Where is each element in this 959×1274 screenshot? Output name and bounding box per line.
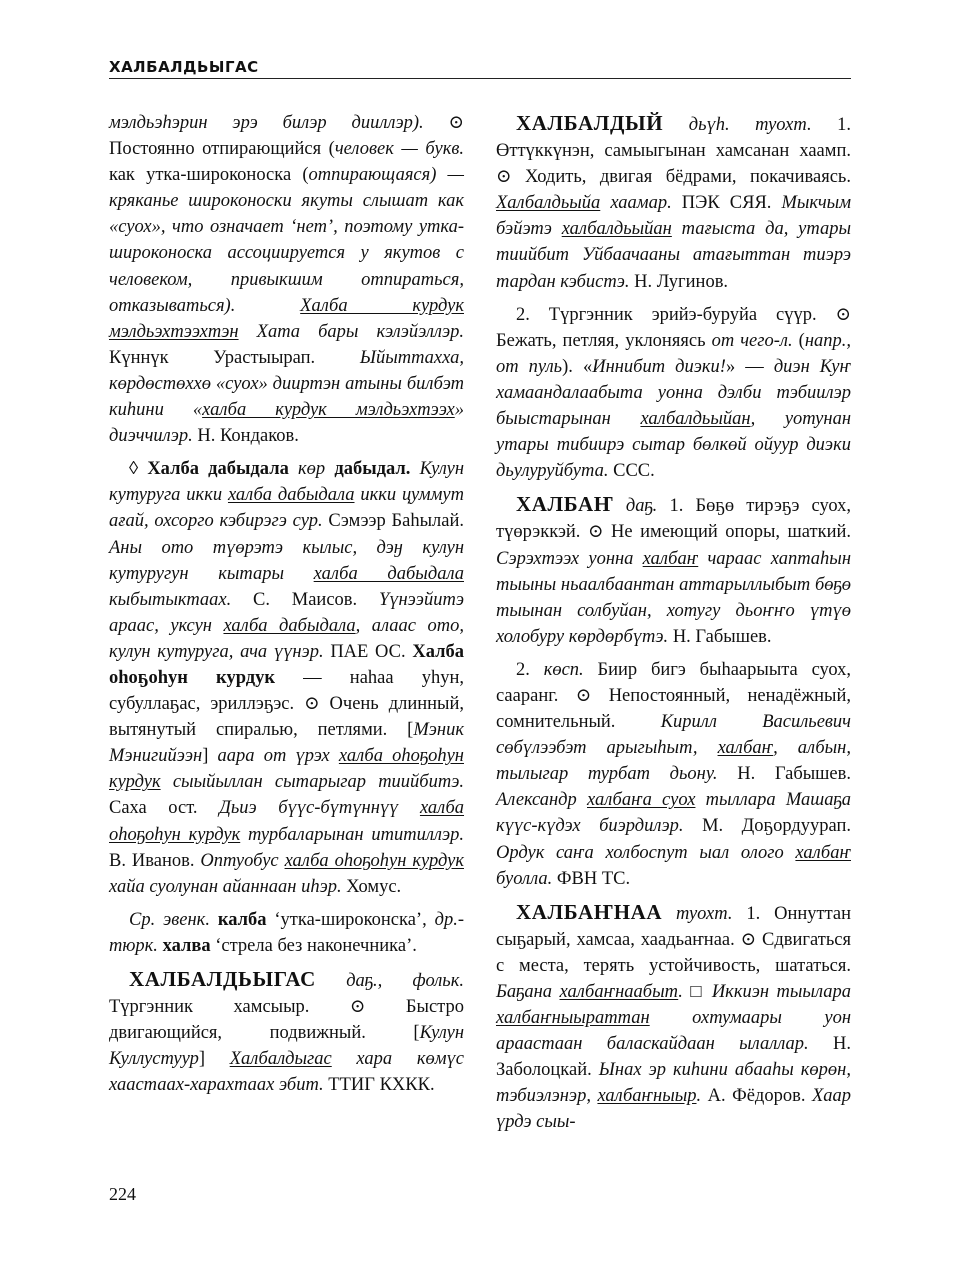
text-run: » — — [725, 356, 774, 377]
text-run: В. Иванов. — [109, 850, 201, 871]
text-run: 1. Бөҕө тирэҕэ суох, түөрэккэй. ⊙ Не имеющий опоры, шаткий. — [496, 496, 851, 543]
text-run: человек — букв. — [334, 139, 465, 160]
header-rule — [109, 78, 851, 79]
text-run: халбаҥа суох — [587, 790, 696, 811]
text-run: Иккиэн тыылара — [711, 982, 851, 1002]
text-run: хара көмүс хаастаах-харахтаах эбит. — [109, 1049, 464, 1096]
text-run: ◊ — [129, 459, 148, 480]
dictionary-paragraph — [496, 657, 851, 892]
text-run: отпирающаяся) — кряканье широконоски якуты слышат как «суох», что означает ‘нет’, поэтому утка-широконоска ассоциируется у якутов с человеком, привыкшим отпираться, отказываться). — [109, 165, 464, 316]
text-run: халба оһоҕоһун курдук — [109, 746, 464, 793]
text-run: ( — [792, 330, 805, 351]
text-run: тыллара Машаҕа күүс-күдэх биэрдилэр. — [496, 790, 851, 837]
text-run: Хаар үрдэ сыы- — [496, 1086, 851, 1133]
text-run: ССС. — [608, 461, 655, 482]
text-run: чараас хаптаһын тыыны ньаалбаантан аттарыллыбыт бөҕө тыынан солбуйан, хотугу дьоҥҥо үтүө холобуру көрдөрбүтэ. — [496, 548, 851, 647]
text-run: М. Доҕордуурап. — [683, 816, 851, 837]
right-column — [496, 110, 851, 1143]
text-run: халба курдук мэлдьэхтээх — [202, 400, 455, 421]
headword: ХАЛБАҤНАА — [516, 899, 663, 924]
text-run: как утка-широконоска ( — [109, 165, 309, 186]
text-run: халбаҥ — [717, 738, 774, 759]
text-run: Мыкчым бэйэтэ — [496, 193, 851, 240]
text-run: Н. Кондаков. — [192, 426, 299, 447]
text-run: халба оһоҕоһун курдук — [109, 798, 465, 845]
text-run: ] — [202, 746, 218, 767]
text-run: халба дабыдала — [223, 615, 356, 636]
text-run: буолла. — [496, 868, 553, 889]
text-run: Хомус. — [341, 876, 402, 897]
text-run: халва — [162, 935, 211, 956]
text-run: Оптуобус — [200, 850, 285, 871]
text-run: дьүһ. туохт. — [663, 115, 812, 135]
text-run: Күннүк Урастыырап. — [109, 347, 360, 368]
text-run: хайа суолунан айаннаан иһэр. — [109, 876, 342, 897]
text-run: халба оһоҕоһун курдук — [284, 850, 464, 871]
text-run: халбалдьыйан — [640, 409, 751, 430]
text-run: халба дабыдала — [227, 485, 355, 506]
text-run: Кулун Куллустуур — [109, 1023, 464, 1070]
text-run: ‘стрела без наконечника’. — [210, 935, 417, 956]
text-run: Н. Лугинов. — [629, 271, 729, 292]
text-run: Иннибит диэки! — [592, 356, 726, 377]
headword: ХАЛБАЛДЬЫГАС — [129, 967, 316, 991]
text-run: ПАЕ ОС. — [323, 641, 413, 662]
text-run: турбаларынан ититиллэр. — [240, 824, 464, 845]
text-run: Александр — [496, 790, 587, 811]
text-run: Халба курдук — [300, 295, 464, 316]
dictionary-paragraph — [496, 899, 851, 1136]
text-run: Халбалдьыйа — [496, 193, 601, 214]
text-run: А. Фёдоров. — [701, 1086, 812, 1107]
text-run: халбалдьыйан — [561, 219, 672, 240]
text-run: ТТИГ КХКК. — [323, 1075, 435, 1096]
text-run: Дьиэ бүүс-бүтүннүү — [219, 798, 420, 819]
text-run: 1. Оннуттан сыҕарый, хамсаа, хаадьаҥнаа. ⊙ Сдвигаться с места, терять устойчивость, шататься. — [496, 903, 852, 976]
text-run: диэн Куҥ хамаандалаабыта уонна дэлби тэбиилэр быыстарынан — [496, 356, 852, 430]
text-run: Н. Заболоцкай. — [496, 1034, 851, 1081]
text-run: Ордук саҥа холбоспут ыал олого — [496, 842, 796, 863]
text-run: халбаҥныыраттан — [496, 1008, 650, 1029]
text-run: охтумаары уон араастаан баласкайдаан ылаллар. — [496, 1008, 851, 1055]
text-run: др.-тюрк. — [109, 909, 464, 956]
text-run: Халба оһоҕоһун курдук — [109, 641, 464, 688]
text-run: Хата бары кэлэйэллэр. — [238, 321, 464, 342]
text-run: Ыйыттахха, көрдөстөххө «суох» дииртэн атыны билбэт киһини « — [109, 347, 464, 421]
text-run: Аны ото түөрэтэ кылыс, дэӈ кулун кутуругун кытары — [109, 537, 464, 584]
text-run: мэлдьэхтээхтэн — [109, 321, 239, 342]
text-run: . — [696, 1086, 702, 1107]
dictionary-paragraph — [109, 456, 464, 900]
text-run: туохт. — [662, 903, 733, 924]
dictionary-paragraph — [109, 110, 464, 449]
text-run: □ — [682, 982, 712, 1002]
text-run: Кирилл Васильевич сөбүлээбэт арыгыһыт, — [496, 712, 852, 759]
text-run: ] — [198, 1049, 230, 1070]
text-run: Баҕана — [496, 982, 560, 1002]
text-run: халбаҥ — [795, 842, 851, 863]
text-run: мэлдьэһэрин эрэ билэр дииллэр). — [109, 113, 449, 133]
text-run: сыыйыллан сытарыгар тиийбитэ. — [160, 772, 464, 793]
text-run: аара от үрэх — [217, 746, 339, 767]
text-run: кыбытыктаах. — [109, 589, 232, 610]
text-run: Сэрэхтээх уонна — [496, 548, 643, 569]
text-run: С. Маисов. — [231, 589, 379, 610]
text-run: , уотунан утары тибиирэ сытар бөлкөй ойуур диэки дьулуруйбута. — [496, 409, 851, 482]
text-run: көсп. — [543, 659, 584, 680]
dictionary-paragraph — [109, 907, 464, 959]
dictionary-paragraph — [496, 491, 851, 650]
text-run: ). « — [562, 356, 593, 377]
text-run: Халбалдыгас — [229, 1049, 332, 1070]
text-run: Сэмээр Баһылай. — [322, 511, 464, 532]
text-run: икки цуммут ағай, охсорго кэбирэгэ сур. — [109, 485, 464, 532]
left-column — [109, 110, 464, 1105]
text-run: Н. Габышев. — [668, 626, 772, 647]
dictionary-paragraph — [109, 966, 464, 1098]
dictionary-paragraph — [496, 110, 851, 295]
text-run: Халба дабыдала — [147, 459, 289, 480]
headword: ХАЛБАҤ — [516, 492, 614, 517]
text-run: тағыста да, утары тиийбит Уйбаачааны атағыттан тиэрэ тардан кэбистэ. — [496, 219, 851, 292]
text-run: » диэччилэр. — [109, 400, 464, 447]
text-run: Биир бигэ быһаарыыта суох, сааранг. ⊙ Непостоянный, ненадёжный, сомнительный. — [496, 659, 851, 733]
text-run: 2. — [516, 659, 544, 680]
text-run: ПЭК СЯЯ. — [671, 193, 782, 214]
text-run — [235, 296, 300, 316]
running-header: ХАЛБАЛДЬЫГАС — [109, 58, 259, 76]
text-run: көр — [288, 459, 335, 480]
text-run: халбаҥнаабыт — [559, 982, 679, 1002]
dictionary-paragraph — [496, 302, 851, 485]
text-run: халбаҥныыр — [597, 1086, 697, 1107]
text-run: Ынах эр киһини абааһы көрөн, тэбиэлэнэр, — [496, 1060, 851, 1107]
text-run: дабыдал. — [334, 459, 411, 480]
text-run: напр., от пуль — [496, 330, 851, 377]
page-number: 224 — [109, 1184, 136, 1204]
text-run: , алаас ото, кулун кутуруга, ача үүнэр. — [109, 615, 464, 662]
headword: ХАЛБАЛДЫЙ — [516, 111, 664, 135]
text-run: Үүнээйитэ араас, уксун — [109, 589, 464, 636]
text-run: от чего-л. — [711, 330, 793, 351]
text-run: ФВН ТС. — [552, 868, 631, 889]
text-run: Саха ост. — [109, 798, 220, 819]
text-run: ‘утка-широконска’, — [266, 909, 435, 930]
text-run: , албын, тылыгар турбат дьону. — [496, 738, 851, 785]
text-run: халбаҥ — [642, 548, 699, 569]
text-run: . — [678, 982, 683, 1002]
text-run: Н. Габышев. — [717, 764, 852, 785]
text-run: хаамар. — [600, 193, 672, 214]
text-run: Мэник Мэнигийээн — [109, 720, 464, 767]
text-run: — наһаа уһун, субуллаҕас, эриллэҕэс. ⊙ Очень длинный, вытянутый спиралью, петлями. [ — [109, 667, 464, 741]
text-run: халба дабыдала — [313, 563, 464, 584]
text-run: ⊙ Постоянно отпирающийся ( — [109, 113, 464, 160]
text-run: даҕ. — [613, 496, 658, 517]
text-run: Кулун кутуруга икки — [109, 459, 465, 506]
text-run: калба — [217, 909, 267, 930]
text-run: даҕ., фольк. — [315, 971, 464, 991]
text-run: Ср. эвенк. — [129, 909, 218, 930]
text-run: 2. Түргэнник эрийэ-буруйа сүүр. ⊙ Бежать, петляя, уклоняясь — [496, 304, 851, 351]
text-run: 1. Өттүккүнэн, самыыгынан хамсанан хаамп. ⊙ Ходить, двигая бёдрами, покачиваясь. — [496, 115, 851, 188]
text-run: Түргэнник хамсыыр. ⊙ Быстро двигающийся, подвижный. [ — [109, 997, 464, 1044]
